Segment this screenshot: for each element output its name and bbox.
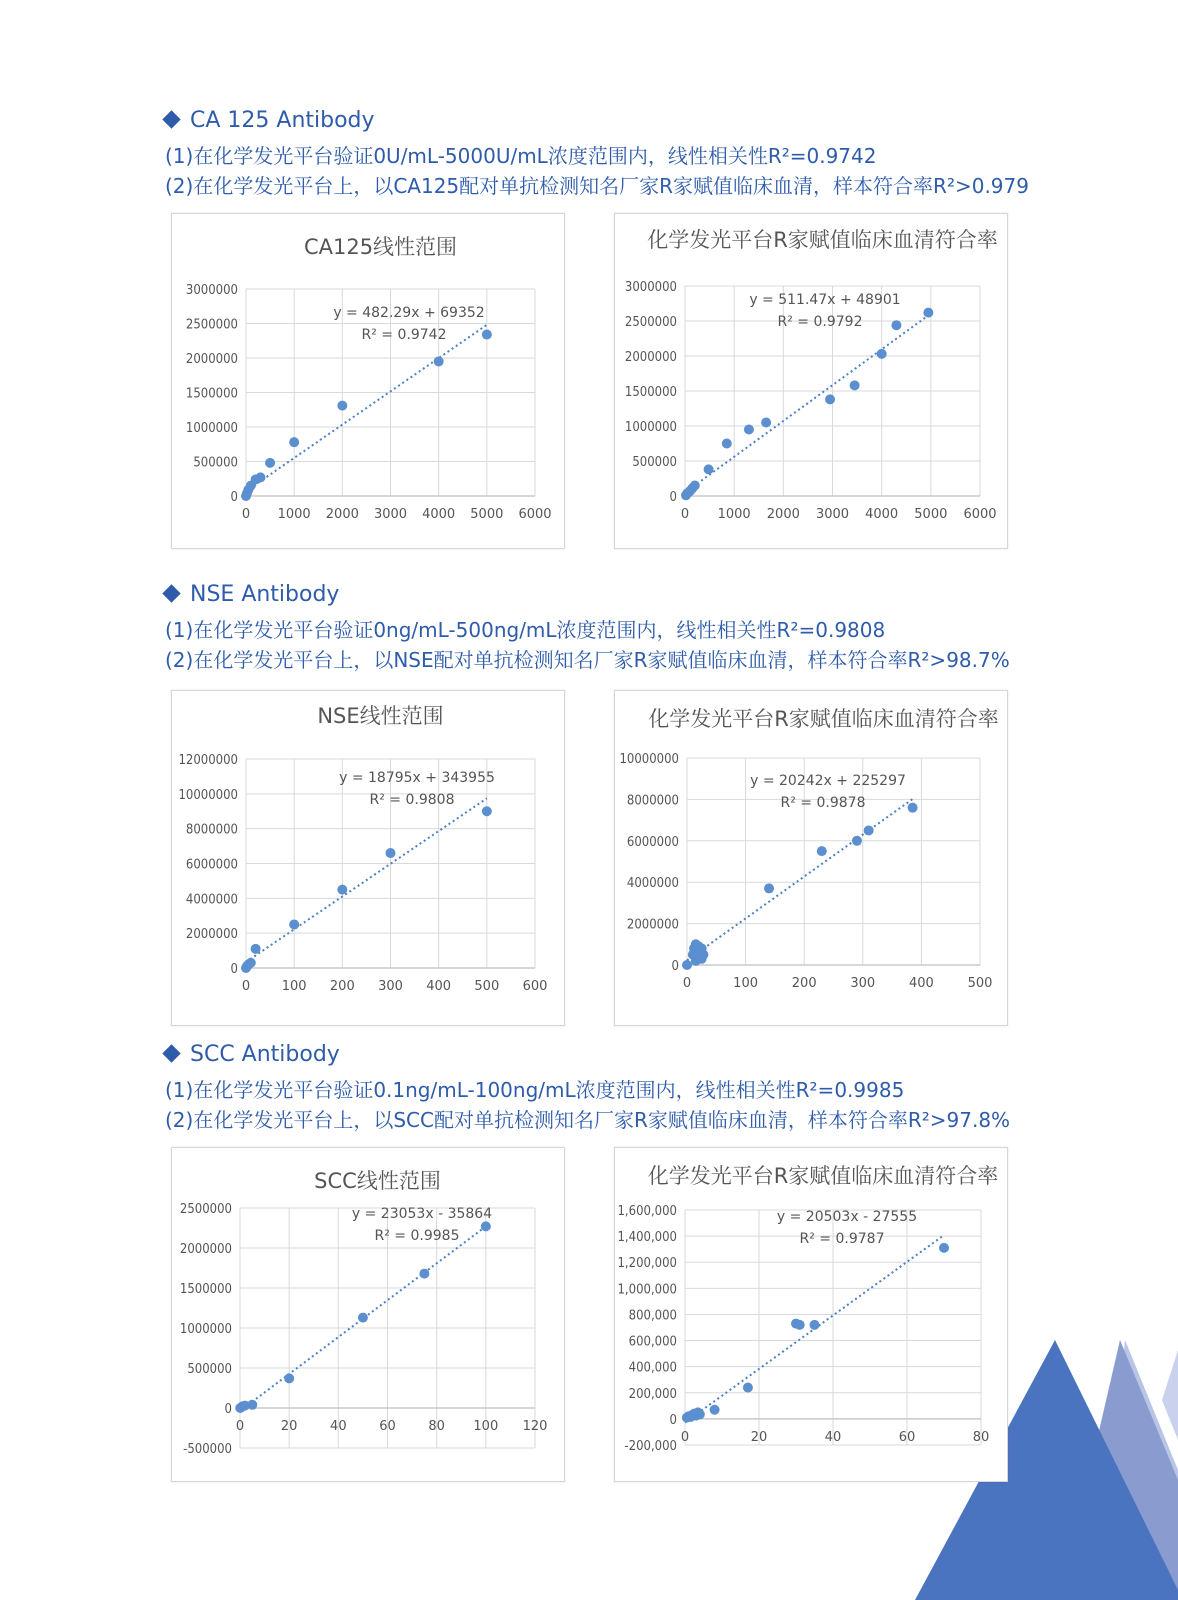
data-point	[891, 320, 901, 330]
y-tick-label: 2500000	[179, 1202, 232, 1217]
y-tick-label: 1000000	[624, 420, 677, 435]
y-tick-label: 2000000	[624, 350, 677, 365]
x-tick-label: 0	[680, 507, 690, 522]
data-point	[434, 356, 444, 366]
y-tick-label: 800,000	[628, 1308, 677, 1324]
data-point	[251, 944, 261, 954]
y-tick-label: 1,000,000	[617, 1282, 677, 1298]
data-point	[908, 803, 918, 813]
x-tick-label: 5000	[914, 507, 948, 522]
data-point	[289, 919, 299, 929]
y-tick-label: 1000000	[179, 1322, 232, 1337]
data-point	[864, 825, 874, 835]
y-tick-label: 10000000	[619, 752, 679, 767]
trendline-equation: y = 20503x - 27555	[776, 1209, 918, 1225]
data-point	[810, 1320, 820, 1330]
trendline	[246, 798, 487, 962]
y-tick-label: -200,000	[624, 1439, 677, 1454]
y-tick-label: 1,400,000	[617, 1230, 677, 1246]
x-tick-label: 0	[680, 1429, 690, 1445]
x-tick-label: 6000	[518, 507, 552, 522]
section-desc-line2: (2)在化学发光平台上，以CA125配对单抗检测知名厂家R家赋值临床血清，样本符合率R²>0.979	[165, 174, 1029, 198]
r-squared-label: R² = 0.9787	[799, 1231, 885, 1247]
chart-ca125-clinical-agreement	[614, 213, 1008, 549]
section-desc-line1: (1)在化学发光平台验证0U/mL-5000U/mL浓度范围内，线性相关性R²=0.9742	[165, 144, 877, 168]
data-point	[743, 1383, 753, 1393]
x-tick-label: 20	[750, 1429, 768, 1445]
x-tick-label: 600	[522, 979, 548, 994]
y-tick-label: 12000000	[178, 753, 238, 768]
chart-title: 化学发光平台R家赋值临床血清符合率	[648, 707, 999, 731]
data-point	[695, 1409, 705, 1419]
data-point	[744, 425, 754, 435]
diamond-bullet-icon	[162, 1044, 180, 1062]
chart-svg	[172, 214, 564, 548]
chart-nse-linear-range	[171, 690, 565, 1026]
y-tick-label: 1,600,000	[617, 1204, 677, 1219]
x-tick-label: 0	[241, 507, 251, 522]
section-desc-line1: (1)在化学发光平台验证0ng/mL-500ng/mL浓度范围内，线性相关性R²=0.9808	[165, 618, 886, 642]
data-point	[690, 481, 700, 491]
data-point	[939, 1243, 949, 1253]
trendline-equation: y = 18795x + 343955	[339, 770, 495, 786]
y-tick-label: 0	[230, 962, 238, 977]
diamond-bullet-icon	[162, 584, 180, 602]
chart-svg	[172, 1148, 564, 1481]
y-tick-label: 4000000	[626, 876, 679, 892]
trendline-equation: y = 511.47x + 48901	[749, 292, 901, 308]
data-point	[284, 1373, 294, 1383]
x-tick-label: 100	[733, 976, 759, 991]
chart-title: SCC线性范围	[314, 1169, 441, 1193]
section-title-text: SCC Antibody	[190, 1042, 340, 1067]
x-tick-label: 200	[329, 979, 355, 994]
x-tick-label: 60	[379, 1419, 396, 1434]
data-point	[246, 958, 256, 968]
y-tick-label: 2000000	[179, 1242, 232, 1257]
x-tick-label: 3000	[373, 507, 408, 522]
chart-nse-clinical-agreement	[614, 690, 1008, 1026]
x-tick-label: 300	[378, 979, 403, 994]
y-tick-label: 3000000	[624, 280, 677, 295]
x-tick-label: 500	[474, 979, 500, 994]
section-title-scc	[165, 1042, 340, 1067]
y-tick-label: 600,000	[628, 1334, 677, 1350]
chart-title: CA125线性范围	[303, 235, 458, 259]
r-squared-label: R² = 0.9742	[361, 327, 447, 343]
y-tick-label: 3000000	[185, 283, 238, 298]
y-tick-label: 500000	[187, 1362, 232, 1377]
section-title-nse	[165, 582, 339, 607]
y-tick-label: 1,200,000	[617, 1256, 677, 1272]
section-title-text: CA 125 Antibody	[190, 108, 375, 133]
x-tick-label: 1000	[277, 507, 311, 522]
y-tick-label: 0	[671, 959, 679, 974]
y-tick-label: 6000000	[626, 834, 679, 850]
trendline-equation: y = 23053x - 35864	[351, 1206, 493, 1222]
y-tick-label: -500000	[183, 1442, 232, 1457]
section-desc-line2: (2)在化学发光平台上，以SCC配对单抗检测知名厂家R家赋值临床血清，样本符合率R²>97.8%	[165, 1108, 1011, 1132]
r-squared-label: R² = 0.9878	[780, 795, 866, 811]
y-tick-label: 0	[669, 490, 677, 505]
chart-ca125-linear-range	[171, 213, 565, 549]
section-desc-line2: (2)在化学发光平台上，以NSE配对单抗检测知名厂家R家赋值临床血清，样本符合率R²>98.7%	[165, 648, 1010, 672]
y-tick-label: 2000000	[626, 917, 679, 933]
y-tick-label: 1000000	[185, 421, 238, 436]
y-tick-label: 6000000	[185, 857, 238, 873]
x-tick-label: 5000	[470, 507, 504, 522]
y-tick-label: 0	[669, 1412, 677, 1428]
data-point	[795, 1320, 805, 1330]
r-squared-label: R² = 0.9985	[374, 1228, 460, 1244]
data-point	[419, 1269, 429, 1279]
x-tick-label: 4000	[422, 507, 456, 522]
y-tick-label: 10000000	[178, 787, 238, 803]
x-tick-label: 80	[972, 1429, 990, 1445]
y-tick-label: 400,000	[628, 1360, 677, 1376]
x-tick-label: 2000	[325, 507, 359, 522]
data-point	[337, 885, 347, 895]
data-point	[481, 1221, 491, 1231]
chart-scc-clinical-agreement	[614, 1147, 1008, 1482]
data-point	[386, 848, 396, 858]
x-tick-label: 0	[241, 979, 251, 994]
data-point	[704, 464, 714, 474]
data-point	[825, 394, 835, 404]
data-point	[358, 1313, 368, 1323]
x-tick-label: 500	[967, 976, 993, 991]
trendline-equation: y = 20242x + 225297	[750, 773, 906, 789]
data-point	[247, 1400, 257, 1410]
x-tick-label: 200	[791, 976, 817, 991]
r-squared-label: R² = 0.9792	[777, 314, 863, 330]
x-tick-label: 40	[824, 1429, 842, 1445]
data-point	[850, 380, 860, 390]
x-tick-label: 80	[428, 1419, 445, 1434]
data-point	[698, 950, 708, 960]
y-tick-label: 1500000	[624, 385, 677, 400]
data-point	[852, 836, 862, 846]
chart-svg	[615, 1148, 1007, 1481]
trendline	[685, 314, 931, 493]
data-point	[923, 308, 933, 318]
section-title-text: NSE Antibody	[190, 582, 340, 607]
y-tick-label: 2500000	[185, 317, 238, 333]
x-tick-label: 400	[908, 976, 934, 991]
chart-title: 化学发光平台R家赋值临床血清符合率	[647, 228, 998, 252]
data-point	[482, 330, 492, 340]
y-tick-label: 200,000	[628, 1386, 677, 1402]
x-tick-label: 3000	[815, 507, 850, 522]
data-point	[722, 439, 732, 449]
x-tick-label: 400	[426, 979, 452, 994]
chart-svg	[172, 691, 564, 1025]
x-tick-label: 20	[280, 1419, 298, 1434]
x-tick-label: 6000	[963, 507, 997, 522]
x-tick-label: 120	[522, 1419, 548, 1434]
data-point	[817, 846, 827, 856]
y-tick-label: 8000000	[626, 793, 679, 809]
data-point	[482, 806, 492, 816]
y-tick-label: 500000	[632, 455, 677, 470]
y-tick-label: 500000	[193, 455, 238, 471]
y-tick-label: 8000000	[185, 822, 238, 838]
chart-svg	[615, 691, 1007, 1025]
trendline-equation: y = 482.29x + 69352	[333, 305, 485, 321]
chart-svg	[615, 214, 1007, 548]
chart-title: 化学发光平台R家赋值临床血清符合率	[647, 1164, 999, 1188]
data-point	[265, 458, 275, 468]
diamond-bullet-icon	[162, 110, 180, 128]
y-tick-label: 2000000	[185, 927, 238, 943]
y-tick-label: 1500000	[185, 386, 238, 402]
x-tick-label: 0	[682, 976, 692, 991]
chart-title: NSE线性范围	[317, 704, 444, 728]
y-tick-label: 1500000	[179, 1282, 232, 1297]
y-tick-label: 2000000	[185, 352, 238, 367]
x-tick-label: 0	[235, 1419, 245, 1434]
data-point	[289, 437, 299, 447]
data-point	[761, 418, 771, 428]
chart-scc-linear-range	[171, 1147, 565, 1482]
trendline	[687, 799, 913, 960]
x-tick-label: 40	[330, 1419, 347, 1434]
data-point	[337, 401, 347, 411]
data-point	[682, 960, 692, 970]
r-squared-label: R² = 0.9808	[369, 792, 455, 808]
x-tick-label: 100	[473, 1419, 499, 1434]
y-tick-label: 0	[224, 1402, 232, 1417]
data-point	[877, 349, 887, 359]
x-tick-label: 2000	[766, 507, 800, 522]
y-tick-label: 2500000	[624, 315, 677, 330]
trendline	[246, 325, 487, 491]
y-tick-label: 4000000	[185, 892, 238, 908]
section-title-ca125	[165, 108, 375, 133]
data-point	[255, 472, 265, 482]
x-tick-label: 1000	[717, 507, 751, 522]
x-tick-label: 100	[281, 979, 307, 994]
x-tick-label: 300	[850, 976, 876, 991]
data-point	[764, 883, 774, 893]
y-tick-label: 0	[230, 490, 238, 505]
data-point	[710, 1405, 720, 1415]
x-tick-label: 4000	[865, 507, 899, 522]
section-desc-line1: (1)在化学发光平台验证0.1ng/mL-100ng/mL浓度范围内，线性相关性R²=0.9985	[165, 1078, 905, 1102]
x-tick-label: 60	[898, 1429, 916, 1445]
